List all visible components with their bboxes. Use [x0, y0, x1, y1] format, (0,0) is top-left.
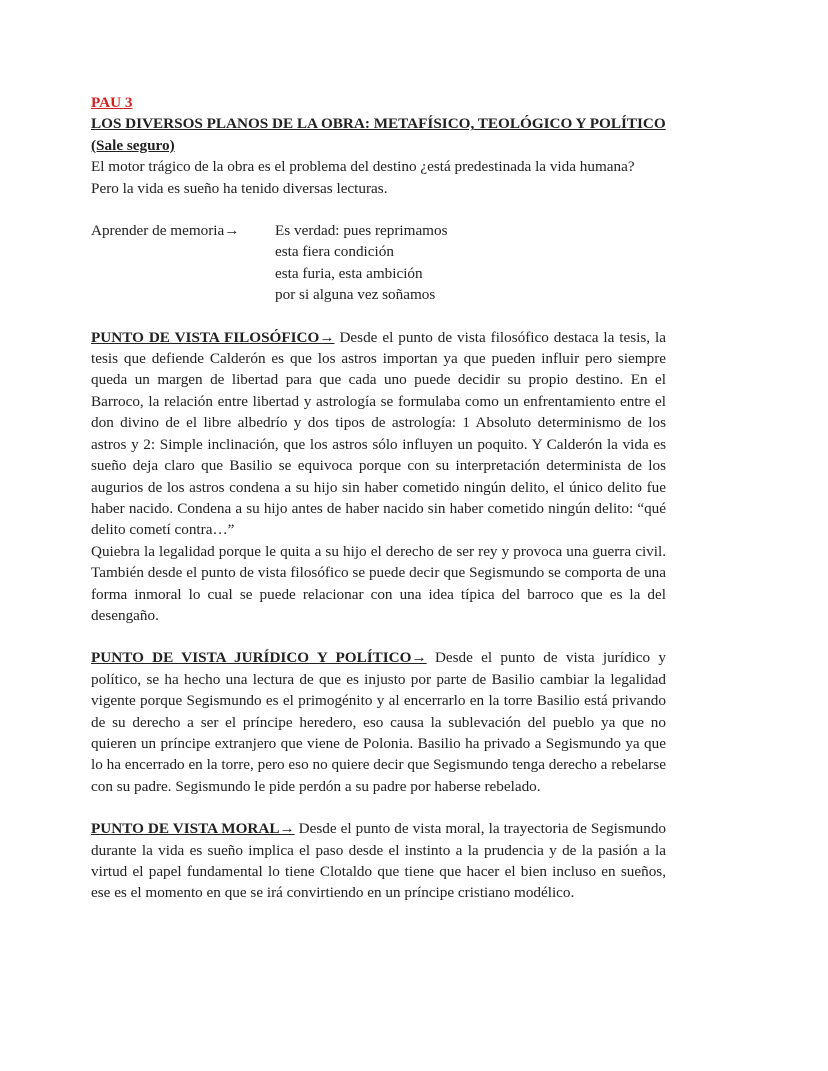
verse-lines	[275, 220, 448, 306]
spacer	[91, 306, 666, 327]
verse-line: esta furia, esta ambición	[275, 264, 423, 282]
verse-line: por si alguna vez soñamos	[275, 286, 436, 304]
section-heading-moral: PUNTO DE VISTA MORAL→	[91, 820, 295, 838]
section-body: Desde el punto de vista filosófico destaca la tesis, la tesis que defiende Calderón es que los astros importan ya que pueden influir pero siempre queda un margen de libertad para que cada uno puede decidir su propio destino. En el Barroco, la relación entre libertad y astrología se formulaba como un enfrentamiento entre el don divino de el libre albedrío y dos tipos de astrología: 1 Absoluto determinismo de los astros y 2: Simple inclinación, que los astros sólo influyen un poquito. Y Calderón la vida es sueño deja claro que Basilio se equivoca porque con su interpretación determinista de los augurios de los astros condena a su hijo sin haber cometido ningún delito, el único delito fue haber nacido. Condena a su hijo antes de haber nacido sin haber cometido ningún delito: “qué delito cometí contra…”	[91, 328, 666, 539]
political-section	[91, 647, 666, 797]
philosophical-section	[91, 327, 666, 541]
intro-paragraph: El motor trágico de la obra es el problema del destino ¿está predestinada la vida humana? Pero la vida es sueño ha tenido diversas lecturas.	[91, 158, 635, 197]
spacer	[91, 199, 666, 220]
verse-line: esta fiera condición	[275, 243, 394, 261]
section-heading-philosophical: PUNTO DE VISTA FILOSÓFICO→	[91, 328, 335, 346]
philosophical-section-continued: Quiebra la legalidad porque le quita a su hijo el derecho de ser rey y provoca una guerra civil. También desde el punto de vista filosófico se puede decir que Segismundo se comporta de una forma inmoral lo cual se puede relacionar con una idea típica del barroco que es la del desengaño.	[91, 542, 666, 624]
moral-section	[91, 818, 666, 904]
spacer	[91, 626, 666, 647]
document-page	[91, 92, 666, 904]
section-heading-political: PUNTO DE VISTA JURÍDICO Y POLÍTICO→	[91, 649, 427, 667]
section-label: PAU 3	[91, 94, 133, 111]
memorize-block	[91, 220, 666, 306]
section-body: Desde el punto de vista moral, la trayectoria de Segismundo durante la vida es sueño implica el paso desde el instinto a la prudencia y de la pasión a la virtud el papel fundamental lo tiene Clotaldo que tiene que hacer el bien incluso en sueños, ese es el momento en que se irá convirtiendo en un príncipe cristiano modélico.	[91, 820, 667, 902]
spacer	[91, 797, 666, 818]
memorize-label: Aprender de memoria→	[91, 222, 240, 240]
page-title: LOS DIVERSOS PLANOS DE LA OBRA: METAFÍSICO, TEOLÓGICO Y POLÍTICO (Sale seguro)	[91, 115, 666, 154]
section-body: Desde el punto de vista jurídico y político, se ha hecho una lectura de que es injusto por parte de Basilio cambiar la legalidad vigente porque Segismundo es el primogénito y al encerrarlo en la torre Basilio está privando de su derecho a ser el príncipe heredero, eso causa la sublevación del pueblo ya que no quieren un príncipe extranjero que viene de Polonia. Basilio ha privado a Segismundo ya que lo ha encerrado en la torre, pero eso no quiere decir que Segismundo tenga derecho a rebelarse con su padre. Segismundo le pide perdón a su padre por haberse rebelado.	[91, 649, 666, 795]
verse-line: Es verdad: pues reprimamos	[275, 222, 448, 240]
